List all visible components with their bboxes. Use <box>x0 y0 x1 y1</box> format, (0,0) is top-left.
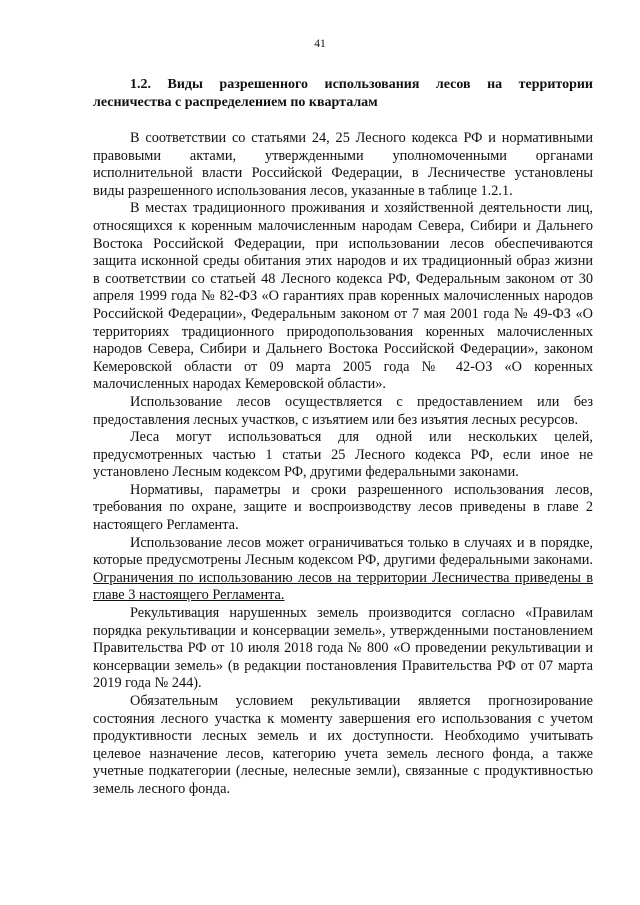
body-text <box>93 130 593 799</box>
section-heading: 1.2. Виды разрешенного использования лесов на территории лесничества с распределением по кварталам <box>93 77 593 110</box>
paragraph-6-lead: Использование лесов может ограничиваться только в случаях и в порядке, которые предусмотрены Лесным кодексом РФ, другими федеральными законами. <box>93 534 593 569</box>
paragraph-6 <box>93 535 593 605</box>
paragraph-4: Леса могут использоваться для одной или нескольких целей, предусмотренных частью 1 статьи 25 Лесного кодекса РФ, если иное не установлено Лесным кодексом РФ, другими федеральными законами. <box>93 429 593 481</box>
paragraph-3: Использование лесов осуществляется с предоставлением или без предоставления лесных участков, с изъятием или без изъятия лесных ресурсов. <box>93 393 593 428</box>
paragraph-6-underlined: Ограничения по использованию лесов на территории Лесничества приведены в главе 3 настоящего Регламента. <box>93 569 593 604</box>
page-number: 41 <box>314 38 326 50</box>
paragraph-7: Рекультивация нарушенных земель производится согласно «Правилам порядка рекультивации и консервации земель», утвержденными постановлением Правительства РФ от 10 июля 2018 года № 800 «О проведении рекультивации и консервации земель» (в редакции постановления Правительства РФ от 07 марта 2019 года № 244). <box>93 605 593 692</box>
paragraph-2: В местах традиционного проживания и хозяйственной деятельности лиц, относящихся к коренным малочисленным народам Севера, Сибири и Дальнего Востока Российской Федерации, при использовании лесов обеспечиваются защита исконной среды обитания этих народов и их традиционный образ жизни в соответствии со статьей 48 Лесного кодекса РФ, Федеральным законом от 30 апреля 1999 года № 82-ФЗ «О гарантиях прав коренных малочисленных народов Российской Федерации», Федеральным законом от 7 мая 2001 года № 49-ФЗ «О территориях традиционного природопользования коренных малочисленных народов Севера, Сибири и Дальнего Востока Российской Федерации», законом Кемеровской области от 09 марта 2005 года № 42-ОЗ «О коренных малочисленных народах Кемеровской области». <box>93 200 593 393</box>
paragraph-5: Нормативы, параметры и сроки разрешенного использования лесов, требования по охране, защите и воспроизводству лесов приведены в главе 2 настоящего Регламента. <box>93 481 593 534</box>
paragraph-1: В соответствии со статьями 24, 25 Лесного кодекса РФ и нормативными правовыми актами, утвержденными уполномоченными органами исполнительной власти Российской Федерации, в Лесничестве установлены виды разрешенного использования лесов, указанные в таблице 1.2.1. <box>93 130 593 199</box>
paragraph-8: Обязательным условием рекультивации является прогнозирование состояния лесного участка к моменту завершения его использования с учетом продуктивности лесных земель и их доступности. Необходимо учитывать целевое назначение лесов, категорию учета земель лесного фонда, а также учетные подкатегории (лесные, нелесные земли), связанные с продуктивностью земель лесного фонда. <box>93 693 593 797</box>
